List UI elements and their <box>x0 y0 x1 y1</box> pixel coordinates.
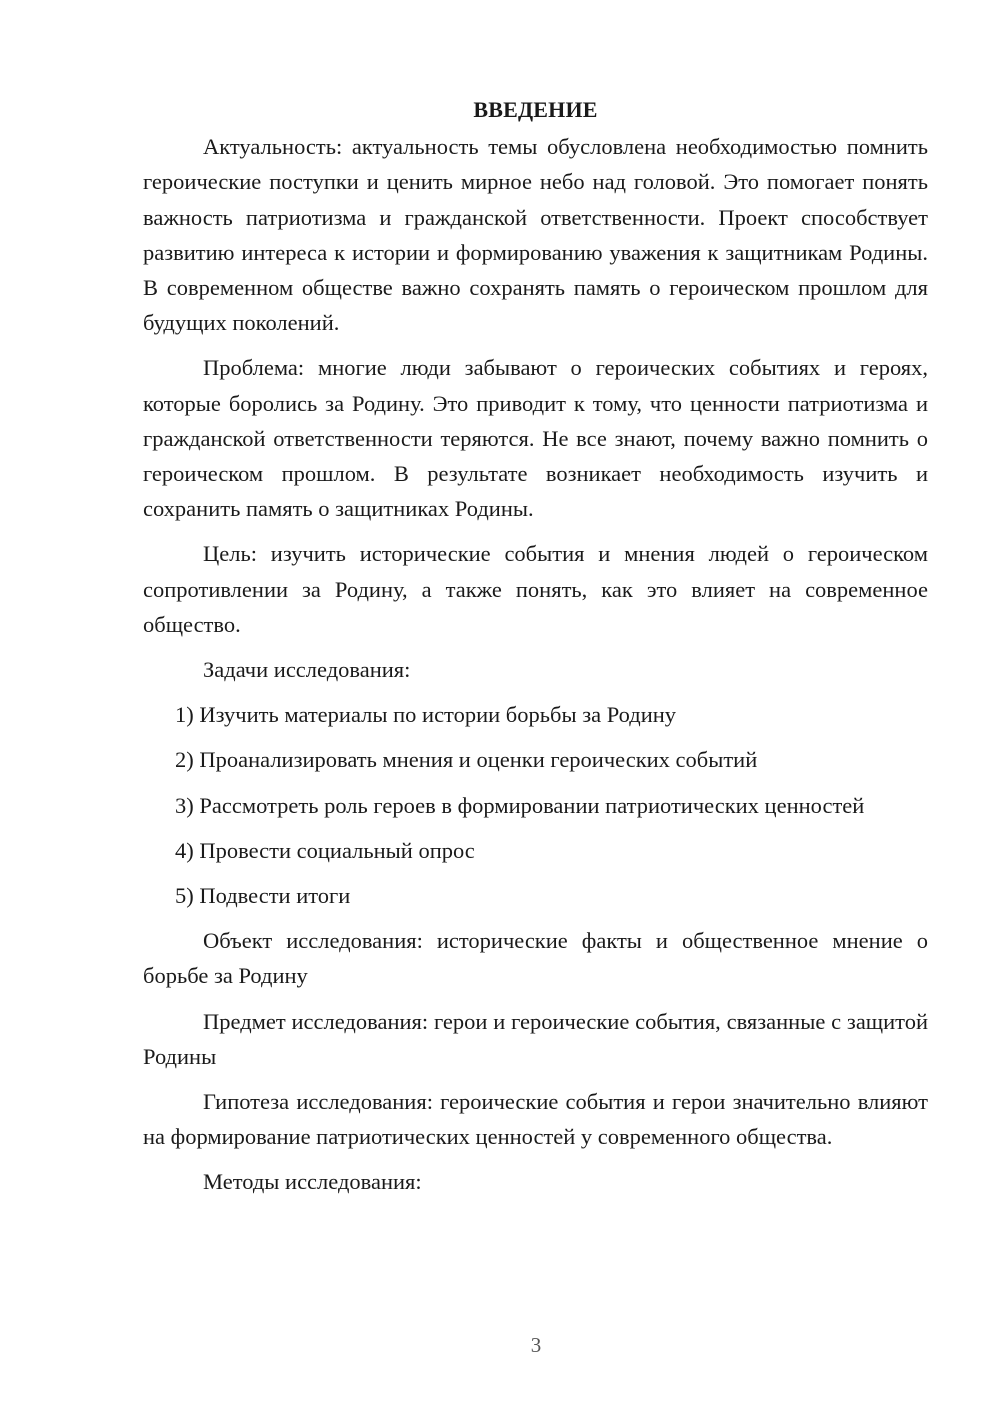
list-item: 5) Подвести итоги <box>175 883 351 909</box>
paragraph-hypothesis: Гипотеза исследования: героические события и герои значительно влияют на формирование патриотических ценностей у современного общества. <box>143 1089 928 1150</box>
list-item: 2) Проанализировать мнения и оценки героических событий <box>175 747 758 773</box>
page-number: 3 <box>530 1333 542 1357</box>
paragraph-object: Объект исследования: исторические факты и общественное мнение о борьбе за Родину <box>143 928 928 989</box>
tasks-heading: Задачи исследования: <box>203 657 411 683</box>
list-item: 4) Провести социальный опрос <box>175 837 475 863</box>
paragraph-relevance: Актуальность: актуальность темы обусловлена необходимостью помнить героические поступки и ценить мирное небо над головой. Это помогает понять важность патриотизма и гражданской ответственности. Проект способствует развитию интереса к истории и формированию уважения к защитникам Родины. В современном обществе важно сохранять память о героическом прошлом для будущих поколений. <box>143 134 928 336</box>
list-item: 1) Изучить материалы по истории борьбы за Родину <box>175 702 677 728</box>
document-page <box>143 92 928 1200</box>
paragraph-subject: Предмет исследования: герои и героические события, связанные с защитой Родины <box>143 1008 928 1069</box>
section-title: ВВЕДЕНИЕ <box>473 97 598 122</box>
paragraph-problem: Проблема: многие люди забывают о героических событиях и героях, которые боролись за Родину. Это приводит к тому, что ценности патриотизма и гражданской ответственности теряются. Не все знают, почему важно помнить о героическом прошлом. В результате возникает необходимость изучить и сохранить память о защитниках Родины. <box>143 355 928 522</box>
paragraph-goal: Цель: изучить исторические события и мнения людей о героическом сопротивлении за Родину, а также понять, как это влияет на современное общество. <box>143 541 928 637</box>
tasks-list <box>143 697 928 913</box>
methods-heading: Методы исследования: <box>203 1169 422 1195</box>
list-item: 3) Рассмотреть роль героев в формировании патриотических ценностей <box>175 792 865 818</box>
